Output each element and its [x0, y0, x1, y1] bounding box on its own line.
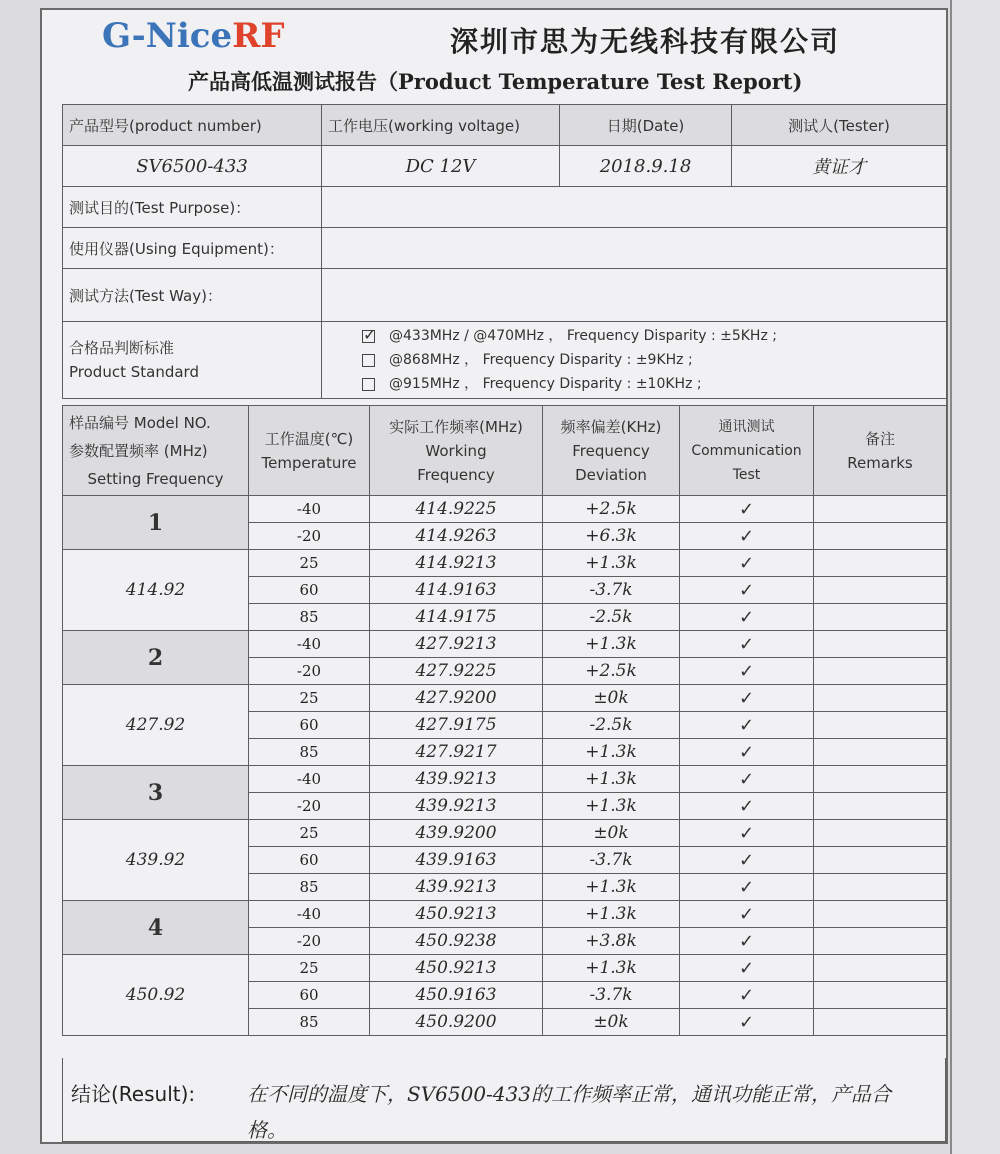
- table-row: [63, 766, 947, 793]
- setting-frequency: 439.92: [63, 820, 249, 901]
- remarks-cell: [814, 1009, 947, 1036]
- report-header: [62, 10, 912, 102]
- header-model: [63, 406, 249, 496]
- communication-check-icon: ✓: [680, 739, 814, 766]
- temperature-cell: -20: [249, 523, 370, 550]
- communication-check-icon: ✓: [680, 874, 814, 901]
- checkbox-empty-icon: [362, 378, 375, 391]
- working-frequency-cell: 450.9213: [370, 955, 543, 982]
- communication-check-icon: ✓: [680, 712, 814, 739]
- product-number-value: SV6500-433: [63, 146, 322, 187]
- report-title: 产品高低温测试报告（Product Temperature Test Report): [188, 69, 803, 94]
- result-section: [62, 1058, 946, 1142]
- remarks-cell: [814, 604, 947, 631]
- table-row: [63, 631, 947, 658]
- header-setting-cn: 参数配置频率 (MHz): [69, 441, 208, 460]
- remarks-cell: [814, 766, 947, 793]
- temperature-cell: -20: [249, 928, 370, 955]
- temperature-cell: 60: [249, 982, 370, 1009]
- standard-list: [322, 322, 947, 399]
- deviation-cell: ±0k: [543, 685, 680, 712]
- deviation-cell: +2.5k: [543, 658, 680, 685]
- communication-check-icon: ✓: [680, 1009, 814, 1036]
- remarks-cell: [814, 523, 947, 550]
- header-communication: [680, 406, 814, 496]
- header-temp-en: Temperature: [261, 453, 357, 472]
- equipment-label: 使用仪器(Using Equipment)：: [63, 228, 322, 269]
- temperature-cell: 60: [249, 712, 370, 739]
- remarks-cell: [814, 631, 947, 658]
- temperature-cell: 85: [249, 739, 370, 766]
- table-row: [63, 820, 947, 847]
- setting-frequency: 414.92: [63, 550, 249, 631]
- deviation-cell: +1.3k: [543, 955, 680, 982]
- temperature-cell: 85: [249, 604, 370, 631]
- standard-text: @433MHz / @470MHz ， Frequency Disparity : ±5KHz ;: [389, 328, 777, 344]
- remarks-cell: [814, 793, 947, 820]
- logo-text-rf: RF: [232, 16, 285, 56]
- deviation-cell: -3.7k: [543, 847, 680, 874]
- deviation-cell: +1.3k: [543, 550, 680, 577]
- working-frequency-cell: 414.9263: [370, 523, 543, 550]
- remarks-cell: [814, 982, 947, 1009]
- tester-label: 测试人(Tester): [732, 105, 947, 146]
- temperature-cell: -40: [249, 766, 370, 793]
- header-comm-en1: Communication: [691, 442, 802, 459]
- temperature-cell: 85: [249, 1009, 370, 1036]
- table-row: [63, 496, 947, 523]
- report-sheet: [40, 8, 948, 1144]
- table-row: [63, 955, 947, 982]
- communication-check-icon: ✓: [680, 982, 814, 1009]
- standard-label-cn: 合格品判断标准: [69, 339, 175, 357]
- logo-text-main: G-Nice: [102, 16, 233, 56]
- deviation-cell: +1.3k: [543, 793, 680, 820]
- header-dev-en1: Frequency: [572, 441, 650, 460]
- working-frequency-cell: 450.9200: [370, 1009, 543, 1036]
- header-remarks-cn: 备注: [864, 429, 895, 448]
- working-frequency-cell: 450.9238: [370, 928, 543, 955]
- working-frequency-cell: 427.9217: [370, 739, 543, 766]
- date-label: 日期(Date): [560, 105, 732, 146]
- communication-check-icon: ✓: [680, 847, 814, 874]
- remarks-cell: [814, 739, 947, 766]
- remarks-cell: [814, 928, 947, 955]
- table-row: [63, 685, 947, 712]
- communication-check-icon: ✓: [680, 523, 814, 550]
- deviation-cell: ±0k: [543, 820, 680, 847]
- deviation-cell: +1.3k: [543, 631, 680, 658]
- working-frequency-cell: 439.9213: [370, 874, 543, 901]
- working-frequency-cell: 427.9213: [370, 631, 543, 658]
- header-temperature: [249, 406, 370, 496]
- communication-check-icon: ✓: [680, 577, 814, 604]
- table-row: [63, 550, 947, 577]
- remarks-cell: [814, 685, 947, 712]
- header-remarks: [814, 406, 947, 496]
- way-label: 测试方法(Test Way)：: [63, 269, 322, 322]
- header-dev-en2: Deviation: [575, 465, 647, 484]
- working-frequency-cell: 414.9213: [370, 550, 543, 577]
- remarks-cell: [814, 496, 947, 523]
- temperature-cell: 25: [249, 685, 370, 712]
- header-dev-cn: 频率偏差(KHz): [560, 417, 662, 436]
- header-wf-en1: Working: [425, 441, 487, 460]
- working-frequency-cell: 439.9163: [370, 847, 543, 874]
- communication-check-icon: ✓: [680, 820, 814, 847]
- working-frequency-cell: 439.9213: [370, 766, 543, 793]
- remarks-cell: [814, 901, 947, 928]
- checkbox-empty-icon: [362, 354, 375, 367]
- temperature-cell: 60: [249, 577, 370, 604]
- setting-frequency: 450.92: [63, 955, 249, 1036]
- communication-check-icon: ✓: [680, 496, 814, 523]
- standard-item: [362, 372, 940, 396]
- deviation-cell: +1.3k: [543, 739, 680, 766]
- model-number: 4: [63, 901, 249, 955]
- header-comm-cn: 通讯测试: [718, 418, 775, 435]
- voltage-label: 工作电压(working voltage): [322, 105, 560, 146]
- communication-check-icon: ✓: [680, 550, 814, 577]
- table-row: [63, 901, 947, 928]
- temperature-cell: -40: [249, 631, 370, 658]
- header-comm-en2: Test: [732, 466, 761, 483]
- model-number: 2: [63, 631, 249, 685]
- remarks-cell: [814, 712, 947, 739]
- setting-frequency: 427.92: [63, 685, 249, 766]
- header-wf-cn: 实际工作频率(MHz): [389, 417, 523, 436]
- temperature-cell: -40: [249, 901, 370, 928]
- deviation-cell: +3.8k: [543, 928, 680, 955]
- standard-text: @915MHz ， Frequency Disparity : ±10KHz ;: [389, 376, 702, 392]
- deviation-cell: +6.3k: [543, 523, 680, 550]
- working-frequency-cell: 439.9213: [370, 793, 543, 820]
- result-label: 结论(Result):: [71, 1082, 196, 1106]
- temperature-cell: -20: [249, 793, 370, 820]
- remarks-cell: [814, 874, 947, 901]
- equipment-value: [322, 228, 947, 269]
- working-frequency-cell: 414.9163: [370, 577, 543, 604]
- purpose-label: 测试目的(Test Purpose)：: [63, 187, 322, 228]
- remarks-cell: [814, 847, 947, 874]
- temperature-cell: 85: [249, 874, 370, 901]
- communication-check-icon: ✓: [680, 955, 814, 982]
- remarks-cell: [814, 550, 947, 577]
- background-sheet: [950, 0, 1000, 1154]
- deviation-cell: -3.7k: [543, 577, 680, 604]
- deviation-cell: +1.3k: [543, 766, 680, 793]
- header-deviation: [543, 406, 680, 496]
- working-frequency-cell: 427.9225: [370, 658, 543, 685]
- product-number-label: 产品型号(product number): [63, 105, 322, 146]
- header-remarks-en: Remarks: [847, 453, 913, 472]
- way-value: [322, 269, 947, 322]
- model-number: 3: [63, 766, 249, 820]
- standard-item: [362, 324, 940, 348]
- temperature-cell: -20: [249, 658, 370, 685]
- model-number: 1: [63, 496, 249, 550]
- working-frequency-cell: 450.9213: [370, 901, 543, 928]
- remarks-cell: [814, 820, 947, 847]
- result-text: 在不同的温度下，SV6500-433的工作频率正常，通讯功能正常，产品合格。: [247, 1082, 891, 1142]
- working-frequency-cell: 414.9225: [370, 496, 543, 523]
- communication-check-icon: ✓: [680, 631, 814, 658]
- test-results-table: [62, 405, 947, 1036]
- temperature-cell: 25: [249, 550, 370, 577]
- working-frequency-cell: 450.9163: [370, 982, 543, 1009]
- company-name: 深圳市思为无线科技有限公司: [450, 25, 841, 58]
- remarks-cell: [814, 577, 947, 604]
- header-temp-cn: 工作温度(℃): [264, 429, 354, 448]
- header-model-no: 样品编号 Model NO.: [69, 413, 211, 432]
- remarks-cell: [814, 955, 947, 982]
- deviation-cell: -3.7k: [543, 982, 680, 1009]
- working-frequency-cell: 439.9200: [370, 820, 543, 847]
- tester-signature: 黄证才: [732, 146, 947, 187]
- communication-check-icon: ✓: [680, 658, 814, 685]
- communication-check-icon: ✓: [680, 928, 814, 955]
- deviation-cell: +1.3k: [543, 901, 680, 928]
- communication-check-icon: ✓: [680, 793, 814, 820]
- communication-check-icon: ✓: [680, 766, 814, 793]
- header-setting-en: Setting Frequency: [87, 469, 224, 488]
- header-working-freq: [370, 406, 543, 496]
- working-frequency-cell: 427.9175: [370, 712, 543, 739]
- deviation-cell: ±0k: [543, 1009, 680, 1036]
- deviation-cell: -2.5k: [543, 604, 680, 631]
- company-logo: [102, 16, 285, 56]
- temperature-cell: -40: [249, 496, 370, 523]
- standard-item: [362, 348, 940, 372]
- standard-label-en: Product Standard: [69, 363, 199, 381]
- remarks-cell: [814, 658, 947, 685]
- info-table: [62, 104, 947, 399]
- date-value: 2018.9.18: [560, 146, 732, 187]
- communication-check-icon: ✓: [680, 901, 814, 928]
- purpose-value: [322, 187, 947, 228]
- deviation-cell: +2.5k: [543, 496, 680, 523]
- deviation-cell: -2.5k: [543, 712, 680, 739]
- checkbox-checked-icon: [362, 330, 375, 343]
- temperature-cell: 25: [249, 955, 370, 982]
- standard-text: @868MHz ， Frequency Disparity : ±9KHz ;: [389, 352, 693, 368]
- temperature-cell: 60: [249, 847, 370, 874]
- deviation-cell: +1.3k: [543, 874, 680, 901]
- communication-check-icon: ✓: [680, 604, 814, 631]
- communication-check-icon: ✓: [680, 685, 814, 712]
- voltage-value: DC 12V: [322, 146, 560, 187]
- working-frequency-cell: 414.9175: [370, 604, 543, 631]
- temperature-cell: 25: [249, 820, 370, 847]
- header-wf-en2: Frequency: [417, 465, 495, 484]
- standard-label: [63, 322, 322, 399]
- working-frequency-cell: 427.9200: [370, 685, 543, 712]
